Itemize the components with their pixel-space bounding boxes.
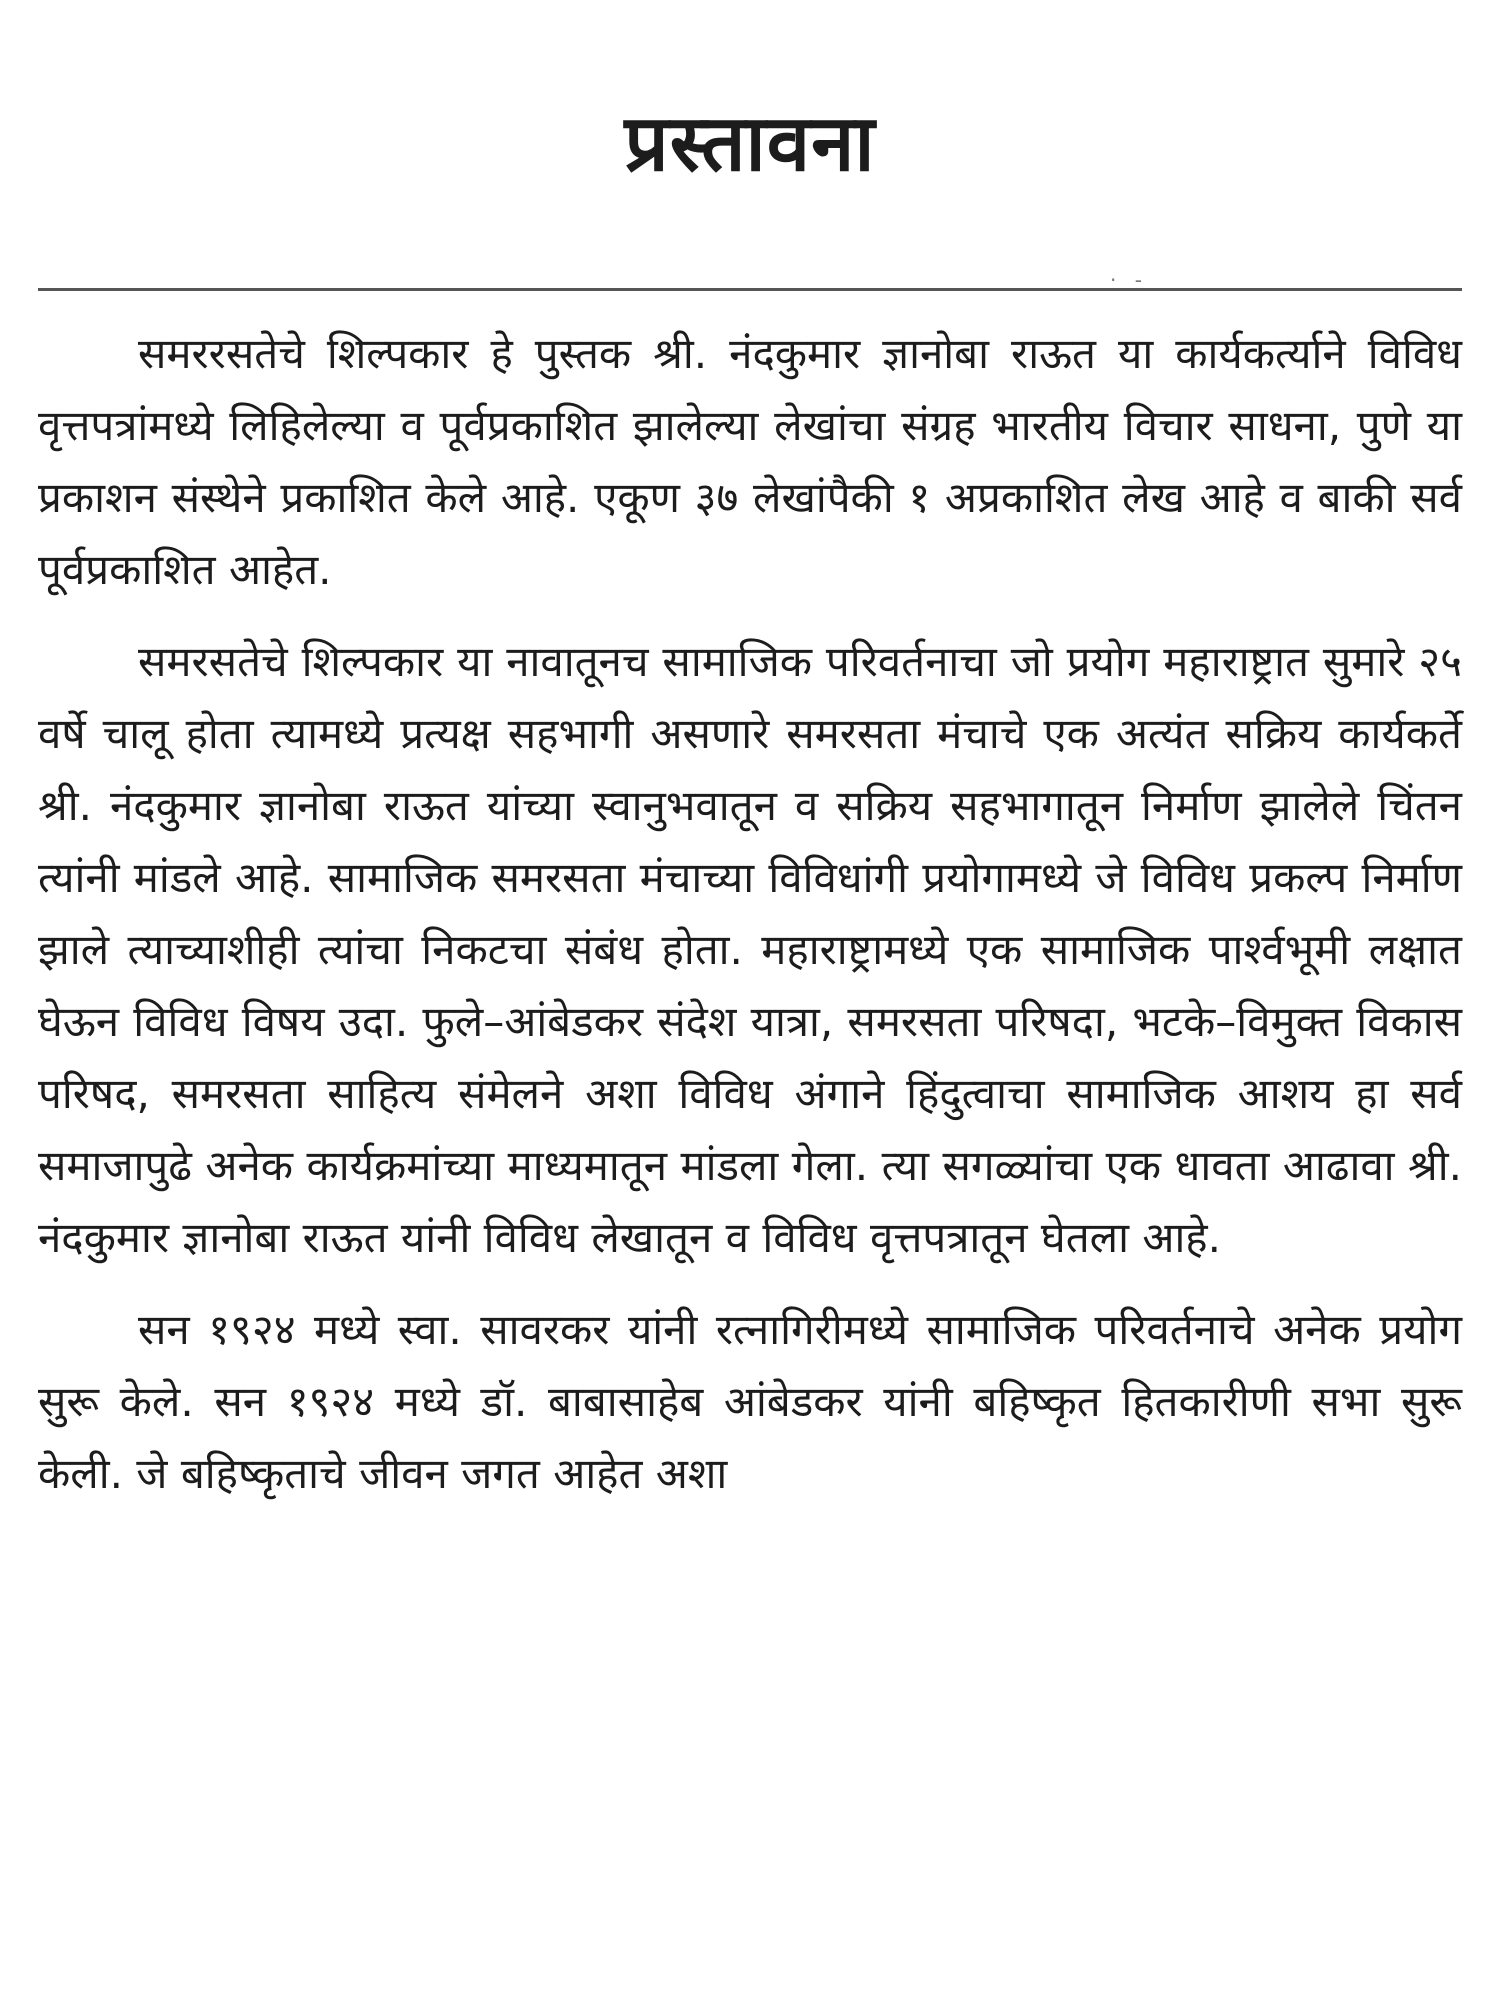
page-title: प्रस्तावना — [624, 99, 876, 189]
title-divider — [38, 288, 1462, 291]
paragraph-1: समररसतेचे शिल्पकार हे पुस्तक श्री. नंदकुमार ज्ञानोबा राऊत या कार्यकर्त्याने विविध वृत्तपत्रांमध्ये लिहिलेल्या व पूर्वप्रकाशित झालेल्या लेखांचा संग्रह भारतीय विचार साधना, पुणे या प्रकाशन संस्थेने प्रकाशित केले आहे. एकूण ३७ लेखांपैकी १ अप्रकाशित लेख आहे व बाकी सर्व पूर्वप्रकाशित आहेत. — [38, 329, 1462, 594]
body-text — [38, 318, 1462, 1510]
paragraph-2: समरसतेचे शिल्पकार या नावातूनच सामाजिक परिवर्तनाचा जो प्रयोग महाराष्ट्रात सुमारे २५ वर्षे चालू होता त्यामध्ये प्रत्यक्ष सहभागी असणारे समरसता मंचाचे एक अत्यंत सक्रिय कार्यकर्ते श्री. नंदकुमार ज्ञानोबा राऊत यांच्या स्वानुभवातून व सक्रिय सहभागातून निर्माण झालेले चिंतन त्यांनी मांडले आहे. सामाजिक समरसता मंचाच्या विविधांगी प्रयोगामध्ये जे विविध प्रकल्प निर्माण झाले त्याच्याशीही त्यांचा निकटचा संबंध होता. महाराष्ट्रामध्ये एक सामाजिक पार्श्वभूमी लक्षात घेऊन विविध विषय उदा. फुले–आंबेडकर संदेश यात्रा, समरसता परिषदा, भटके–विमुक्त विकास परिषद, समरसता साहित्य संमेलने अशा विविध अंगाने हिंदुत्वाचा सामाजिक आशय हा सर्व समाजापुढे अनेक कार्यक्रमांच्या माध्यमातून मांडला गेला. त्या सगळ्यांचा एक धावता आढावा श्री. नंदकुमार ज्ञानोबा राऊत यांनी विविध लेखातून व विविध वृत्तपत्रातून घेतला आहे. — [38, 637, 1462, 1262]
divider-speck: · - — [1110, 268, 1148, 292]
paragraph-3: सन १९२४ मध्ये स्वा. सावरकर यांनी रत्नागिरीमध्ये सामाजिक परिवर्तनाचे अनेक प्रयोग सुरू केले. सन १९२४ मध्ये डॉ. बाबासाहेब आंबेडकर यांनी बहिष्कृत हितकारीणी सभा सुरू केली. जे बहिष्कृताचे जीवन जगत आहेत अशा — [38, 1305, 1462, 1498]
